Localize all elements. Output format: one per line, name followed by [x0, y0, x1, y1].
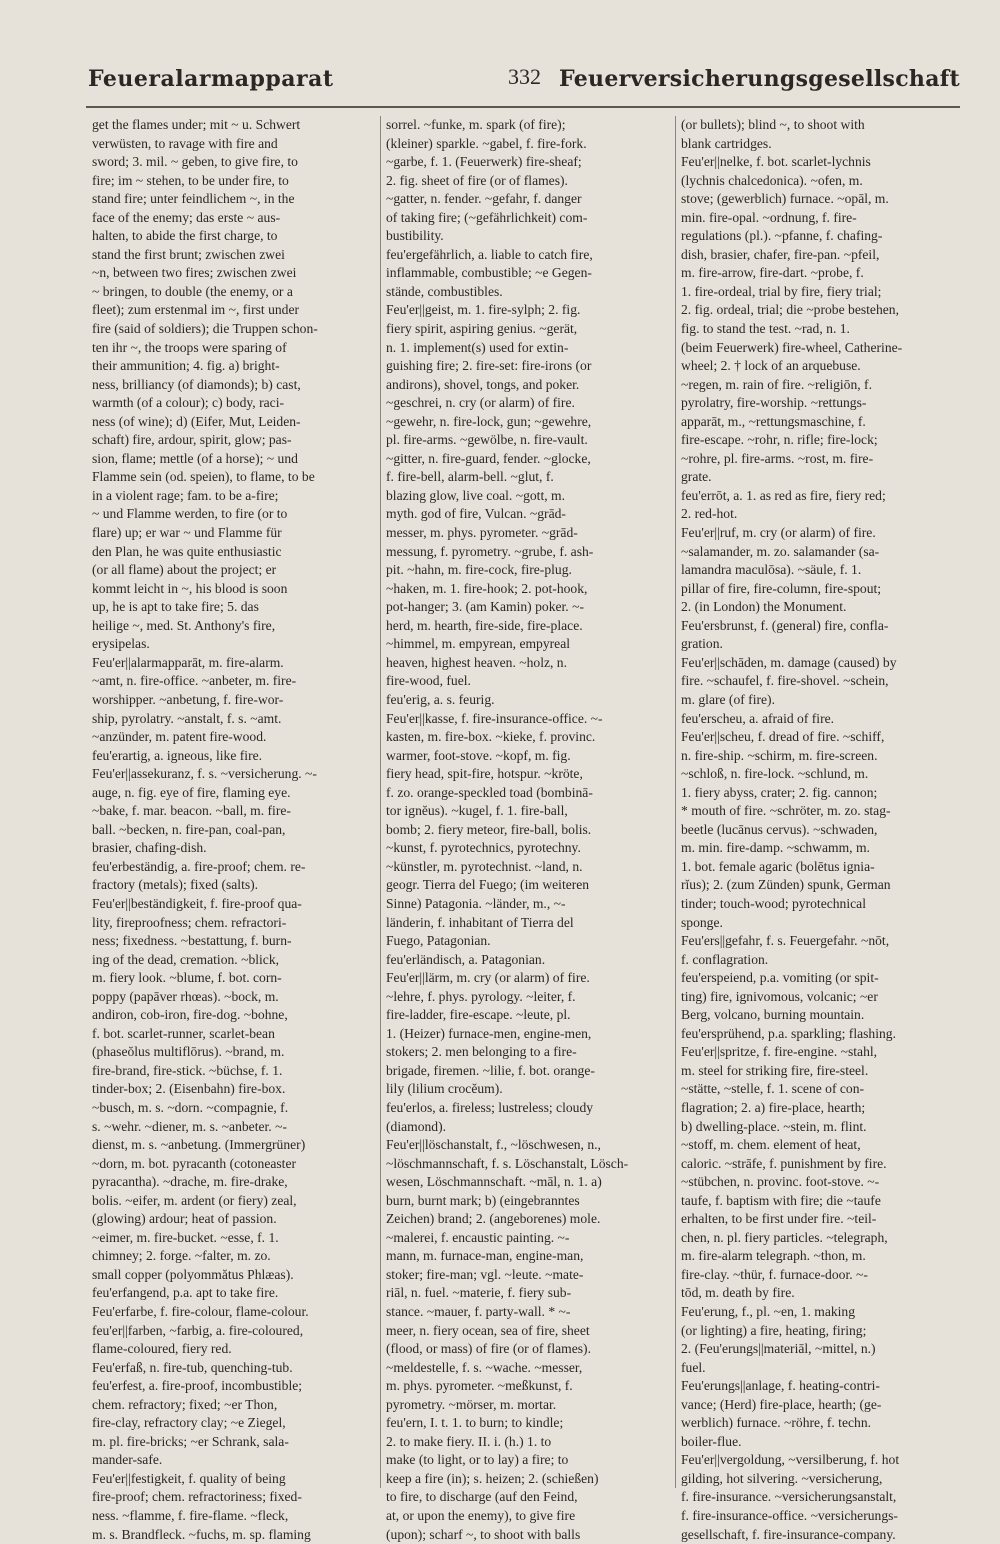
running-header	[88, 62, 960, 102]
entry-line: feu'erscheu, a. afraid of fire.	[681, 710, 835, 726]
entry-line: small copper (polyommătus Phlæas).	[92, 1266, 294, 1282]
entry-line: messer, m. phys. pyrometer. ~grād-	[386, 525, 578, 541]
entry-line: pl. fire-arms. ~gewölbe, n. fire-vault.	[386, 432, 588, 448]
entry-line: beetle (lucānus cervus). ~schwaden,	[681, 821, 878, 837]
entry-line: meer, n. fiery ocean, sea of fire, sheet	[386, 1322, 590, 1338]
entry-line: Berg, volcano, burning mountain.	[681, 1007, 865, 1023]
entry-line: Feu'er||alarmapparāt, m. fire-alarm.	[92, 654, 284, 670]
entry-line: Fuego, Patagonian.	[386, 933, 491, 949]
entry-line: b) dwelling-place. ~stein, m. flint.	[681, 1118, 867, 1134]
entry-line: m. s. Brandfleck. ~fuchs, m. sp. flaming	[92, 1526, 311, 1542]
entry-line: f. fire-bell, alarm-bell. ~glut, f.	[386, 469, 554, 485]
entry-line: f. fire-insurance-office. ~versicherungs-	[681, 1508, 898, 1524]
entry-line: Feu'erfaß, n. fire-tub, quenching-tub.	[92, 1359, 293, 1375]
entry-line: stände, combustibles.	[386, 283, 503, 299]
entry-line: mander-safe.	[92, 1452, 163, 1468]
entry-line: fuel.	[681, 1359, 706, 1375]
entry-line: flare) up; er war ~ und Flamme für	[92, 525, 282, 541]
header-left-catchword: Feueralarmapparat	[88, 66, 334, 92]
entry-line: messung, f. pyrometry. ~grube, f. ash-	[386, 543, 594, 559]
entry-line: ing of the dead, cremation. ~blick,	[92, 951, 280, 967]
entry-line: gilding, hot silvering. ~versicherung,	[681, 1470, 883, 1486]
column-divider-1	[380, 116, 381, 1488]
entry-line: tor ignĕus). ~kugel, f. 1. fire-ball,	[386, 803, 568, 819]
entry-line: ~löschmannschaft, f. s. Löschanstalt, Lösch-	[386, 1155, 629, 1171]
entry-line: verwüsten, to ravage with fire and	[92, 135, 278, 151]
entry-line: fire; im ~ stehen, to be under fire, to	[92, 172, 289, 188]
column-middle	[386, 116, 669, 1542]
header-rule	[86, 106, 960, 108]
entry-line: Feu'er||löschanstalt, f., ~löschwesen, n.,	[386, 1137, 601, 1153]
entry-line: heilige ~, med. St. Anthony's fire,	[92, 617, 276, 633]
entry-line: caloric. ~strāfe, f. punishment by fire.	[681, 1155, 887, 1171]
entry-line: ~stoff, m. chem. element of heat,	[681, 1137, 861, 1153]
entry-line: ~malerei, f. encaustic painting. ~-	[386, 1229, 570, 1245]
column-left	[92, 116, 374, 1542]
entry-line: (beim Feuerwerk) fire-wheel, Catherine-	[681, 339, 903, 355]
entry-line: Feu'ers||gefahr, f. s. Feuergefahr. ~nōt,	[681, 933, 890, 949]
entry-line: f. bot. scarlet-runner, scarlet-bean	[92, 1025, 275, 1041]
entry-line: kasten, m. fire-box. ~kieke, f. provinc.	[386, 729, 596, 745]
entry-line: sponge.	[681, 914, 723, 930]
entry-line: tinder-box; 2. (Eisenbahn) fire-box.	[92, 1081, 286, 1097]
entry-line: ~regen, m. rain of fire. ~religiōn, f.	[681, 376, 872, 392]
entry-line: Feu'er||ruf, m. cry (or alarm) of fire.	[681, 525, 876, 541]
entry-line: chem. refractory; fixed; ~er Thon,	[92, 1396, 278, 1412]
entry-line: ~stübchen, n. provinc. foot-stove. ~-	[681, 1174, 880, 1190]
entry-line: warmer, foot-stove. ~kopf, m. fig.	[386, 747, 571, 763]
entry-line: Feu'ersbrunst, f. (general) fire, confla-	[681, 617, 889, 633]
entry-line: flagration; 2. a) fire-place, hearth;	[681, 1099, 866, 1115]
entry-line: rĭus); 2. (zum Zünden) spunk, German	[681, 877, 891, 893]
entry-line: feu'errōt, a. 1. as red as fire, fiery red;	[681, 487, 886, 503]
entry-line: andirons), shovel, tongs, and poker.	[386, 376, 580, 392]
entry-line: Zeichen) brand; 2. (angeborenes) mole.	[386, 1211, 601, 1227]
entry-line: fire-brand, fire-stick. ~büchse, f. 1.	[92, 1062, 283, 1078]
entry-line: ~lehre, f. phys. pyrology. ~leiter, f.	[386, 988, 576, 1004]
entry-line: länderin, f. inhabitant of Tierra del	[386, 914, 574, 930]
entry-line: 1. fire-ordeal, trial by fire, fiery trial;	[681, 283, 882, 299]
entry-line: in a violent rage; fam. to be a-fire;	[92, 487, 279, 503]
entry-line: Feu'er||lärm, m. cry (or alarm) of fire.	[386, 970, 590, 986]
entry-line: halten, to abide the first charge, to	[92, 228, 278, 244]
entry-line: min. fire-opal. ~ordnung, f. fire-	[681, 209, 857, 225]
entry-line: den Plan, he was quite enthusiastic	[92, 543, 282, 559]
entry-line: 1. (Heizer) furnace-men, engine-men,	[386, 1025, 592, 1041]
entry-line: m. fire-alarm telegraph. ~thon, m.	[681, 1248, 866, 1264]
entry-line: 2. (Feu'erungs||materiāl, ~mittel, n.)	[681, 1341, 876, 1357]
entry-line: wheel; 2. † lock of an arquebuse.	[681, 358, 861, 374]
entry-line: n. fire-ship. ~schirm, m. fire-screen.	[681, 747, 878, 763]
entry-line: sword; 3. mil. ~ geben, to give fire, to	[92, 154, 298, 170]
entry-line: feu'erig, a. s. feurig.	[386, 691, 495, 707]
entry-line: ness (of wine); d) (Eifer, Mut, Leiden-	[92, 413, 301, 429]
entry-line: fire-escape. ~rohr, n. rifle; fire-lock;	[681, 432, 878, 448]
entry-line: tōd, m. death by fire.	[681, 1285, 795, 1301]
entry-line: fire-clay, refractory clay; ~e Ziegel,	[92, 1415, 286, 1431]
entry-line: ness. ~flamme, f. fire-flame. ~fleck,	[92, 1508, 289, 1524]
entry-line: kommt leicht in ~, his blood is soon	[92, 580, 288, 596]
entry-line: ~garbe, f. 1. (Feuerwerk) fire-sheaf;	[386, 154, 582, 170]
entry-line: stove; (gewerblich) furnace. ~opāl, m.	[681, 191, 889, 207]
entry-line: ~gatter, n. fender. ~gefahr, f. danger	[386, 191, 582, 207]
entry-line: gesellschaft, f. fire-insurance-company.	[681, 1526, 896, 1542]
entry-line: myth. god of fire, Vulcan. ~grād-	[386, 506, 566, 522]
entry-line: m. pl. fire-bricks; ~er Schrank, sala-	[92, 1433, 289, 1449]
entry-line: ~himmel, m. empyrean, empyreal	[386, 636, 571, 652]
entry-line: boiler-flue.	[681, 1433, 742, 1449]
entry-line: ~eimer, m. fire-bucket. ~esse, f. 1.	[92, 1229, 279, 1245]
entry-line: (lychnis chalcedonica). ~ofen, m.	[681, 172, 863, 188]
entry-line: f. fire-insurance. ~versicherungsanstalt,	[681, 1489, 897, 1505]
column-right	[681, 116, 963, 1542]
entry-line: pillar of fire, fire-column, fire-spout;	[681, 580, 882, 596]
entry-line: feu'erspeiend, p.a. vomiting (or spit-	[681, 970, 879, 986]
entry-line: at, or upon the enemy), to give fire	[386, 1508, 576, 1524]
entry-line: ~geschrei, n. cry (or alarm) of fire.	[386, 395, 575, 411]
entry-line: feu'er||farben, ~farbig, a. fire-coloured,	[92, 1322, 304, 1338]
entry-line: m. fiery look. ~blume, f. bot. corn-	[92, 970, 282, 986]
entry-line: fire-proof; chem. refractoriness; fixed-	[92, 1489, 302, 1505]
entry-line: f. conflagration.	[681, 951, 769, 967]
entry-line: blazing glow, live coal. ~gott, m.	[386, 487, 566, 503]
entry-line: bustibility.	[386, 228, 444, 244]
entry-line: Sinne) Patagonia. ~länder, m., ~-	[386, 895, 566, 911]
entry-line: erhalten, to be first under fire. ~teil-	[681, 1211, 877, 1227]
entry-line: tinder; touch-wood; pyrotechnical	[681, 895, 866, 911]
column-divider-2	[675, 116, 676, 1488]
entry-line: flame-coloured, fiery red.	[92, 1341, 232, 1357]
entry-line: inflammable, combustible; ~e Gegen-	[386, 265, 592, 281]
entry-line: feu'ern, I. t. 1. to burn; to kindle;	[386, 1415, 564, 1431]
header-right-catchword: Feuerversicherungsgesellschaft	[559, 66, 960, 92]
entry-line: ten ihr ~, the troops were sparing of	[92, 339, 287, 355]
entry-line: feu'ersprühend, p.a. sparkling; flashing.	[681, 1025, 896, 1041]
entry-line: s. ~wehr. ~diener, m. s. ~anbeter. ~-	[92, 1118, 287, 1134]
entry-line: make (to light, or to lay) a fire; to	[386, 1452, 569, 1468]
entry-line: lity, fireproofness; chem. refractori-	[92, 914, 287, 930]
entry-line: f. zo. orange-speckled toad (bombinā-	[386, 784, 593, 800]
entry-line: mann, m. furnace-man, engine-man,	[386, 1248, 584, 1264]
entry-line: warmth (of a colour); c) body, raci-	[92, 395, 284, 411]
entry-line: worshipper. ~anbetung, f. fire-wor-	[92, 691, 284, 707]
entry-line: ~kunst, f. pyrotechnics, pyrotechny.	[386, 840, 581, 856]
entry-line: feu'erländisch, a. Patagonian.	[386, 951, 546, 967]
entry-line: stokers; 2. men belonging to a fire-	[386, 1044, 577, 1060]
entry-line: burn, burnt mark; b) (eingebranntes	[386, 1192, 580, 1208]
entry-line: (kleiner) sparkle. ~gabel, f. fire-fork.	[386, 135, 587, 151]
entry-line: sorrel. ~funke, m. spark (of fire);	[386, 117, 566, 132]
entry-line: Feu'er||assekuranz, f. s. ~versicherung. ~-	[92, 766, 317, 782]
entry-line: (glowing) ardour; heat of passion.	[92, 1211, 277, 1227]
entry-line: pit. ~hahn, m. fire-cock, fire-plug.	[386, 562, 572, 578]
entry-line: ~meldestelle, f. s. ~wache. ~messer,	[386, 1359, 583, 1375]
entry-line: dienst, m. s. ~anbetung. (Immergrüner)	[92, 1137, 306, 1153]
entry-line: ball. ~becken, n. fire-pan, coal-pan,	[92, 821, 286, 837]
entry-line: 2. red-hot.	[681, 506, 738, 522]
entry-line: fiery spirit, aspiring genius. ~gerät,	[386, 321, 578, 337]
entry-line: ~gitter, n. fire-guard, fender. ~glocke,	[386, 450, 591, 466]
entry-line: lily (lilium crocĕum).	[386, 1081, 503, 1097]
entry-line: * mouth of fire. ~schröter, m. zo. stag-	[681, 803, 891, 819]
entry-line: feu'erfangend, p.a. apt to take fire.	[92, 1285, 279, 1301]
entry-line: poppy (papāver rhœas). ~bock, m.	[92, 988, 279, 1004]
entry-line: fractory (metals); fixed (salts).	[92, 877, 259, 893]
entry-line: gration.	[681, 636, 723, 652]
entry-line: ~stätte, ~stelle, f. 1. scene of con-	[681, 1081, 865, 1097]
entry-line: werblich) furnace. ~röhre, f. techn.	[681, 1415, 872, 1431]
entry-line: pyrolatry, fire-worship. ~rettungs-	[681, 395, 867, 411]
entry-line: (diamond).	[386, 1118, 447, 1134]
entry-line: feu'erartig, a. igneous, like fire.	[92, 747, 263, 763]
entry-line: of taking fire; (~gefährlichkeit) com-	[386, 209, 588, 225]
entry-line: get the flames under; mit ~ u. Schwert	[92, 117, 301, 132]
entry-line: bolis. ~eifer, m. ardent (or fiery) zeal,	[92, 1192, 297, 1208]
entry-line: face of the enemy; das erste ~ aus-	[92, 209, 281, 225]
entry-line: up, he is apt to take fire; 5. das	[92, 599, 259, 615]
entry-line: m. glare (of fire).	[681, 691, 775, 707]
entry-line: sion, flame; mettle (of a horse); ~ und	[92, 450, 298, 466]
entry-line: 2. to make fiery. II. i. (h.) 1. to	[386, 1433, 552, 1449]
entry-line: taufe, f. baptism with fire; die ~taufe	[681, 1192, 881, 1208]
entry-line: ~ bringen, to double (the enemy, or a	[92, 283, 293, 299]
entry-line: ~haken, m. 1. fire-hook; 2. pot-hook,	[386, 580, 588, 596]
entry-line: ~ und Flamme werden, to fire (or to	[92, 506, 288, 522]
entry-line: ~künstler, m. pyrotechnist. ~land, n.	[386, 858, 583, 874]
entry-line: stand fire; unter feindlichem ~, in the	[92, 191, 295, 207]
entry-line: brigade, firemen. ~lilie, f. bot. orange-	[386, 1062, 595, 1078]
entry-line: m. phys. pyrometer. ~meßkunst, f.	[386, 1378, 573, 1394]
entry-line: 2. fig. sheet of fire (or of flames).	[386, 172, 568, 188]
entry-line: Feu'er||scheu, f. dread of fire. ~schiff,	[681, 729, 885, 745]
entry-line: 2. fig. ordeal, trial; die ~probe bestehen,	[681, 302, 899, 318]
entry-line: feu'erbeständig, a. fire-proof; chem. re-	[92, 858, 306, 874]
entry-line: Feu'er||beständigkeit, f. fire-proof qua-	[92, 895, 302, 911]
entry-line: lamandra maculōsa). ~säule, f. 1.	[681, 562, 862, 578]
entry-line: feu'erfest, a. fire-proof, incombustible;	[92, 1378, 303, 1394]
entry-line: wesen, Löschmannschaft. ~māl, n. 1. a)	[386, 1174, 602, 1190]
entry-line: schaft) fire, ardour, spirit, glow; pas-	[92, 432, 292, 448]
entry-line: Feu'er||geist, m. 1. fire-sylph; 2. fig.	[386, 302, 581, 318]
entry-line: apparāt, m., ~rettungsmaschine, f.	[681, 413, 866, 429]
entry-line: feu'ergefährlich, a. liable to catch fire,	[386, 246, 593, 262]
entry-line: bomb; 2. fiery meteor, fire-ball, bolis.	[386, 821, 592, 837]
entry-line: Flamme sein (od. speien), to flame, to be	[92, 469, 315, 485]
entry-line: chen, n. pl. fiery particles. ~telegraph,	[681, 1229, 888, 1245]
entry-line: brasier, chafing-dish.	[92, 840, 207, 856]
entry-line: m. steel for striking fire, fire-steel.	[681, 1062, 869, 1078]
entry-line: erysipelas.	[92, 636, 150, 652]
page-number: 332	[508, 64, 541, 89]
entry-line: stand the first brunt; zwischen zwei	[92, 246, 285, 262]
entry-line: fire-ladder, fire-escape. ~leute, pl.	[386, 1007, 571, 1023]
entry-line: feu'erlos, a. fireless; lustreless; cloudy	[386, 1099, 594, 1115]
entry-line: auge, n. fig. eye of fire, flaming eye.	[92, 784, 291, 800]
entry-line: Feu'erungs||anlage, f. heating-contri-	[681, 1378, 880, 1394]
entry-line: fire-wood, fuel.	[386, 673, 471, 689]
entry-line: m. fire-arrow, fire-dart. ~probe, f.	[681, 265, 864, 281]
entry-line: ting) fire, ignivomous, volcanic; ~er	[681, 988, 878, 1004]
entry-line: Feu'er||vergoldung, ~versilberung, f. hot	[681, 1452, 900, 1468]
entry-line: regulations (pl.). ~pfanne, f. chafing-	[681, 228, 883, 244]
entry-line: ~schloß, n. fire-lock. ~schlund, m.	[681, 766, 869, 782]
entry-line: riāl, n. fuel. ~materie, f. fiery sub-	[386, 1285, 572, 1301]
entry-line: ~anzünder, m. patent fire-wood.	[92, 729, 267, 745]
entry-line: guishing fire; 2. fire-set: fire-irons (or	[386, 358, 592, 374]
entry-line: fire-clay. ~thür, f. furnace-door. ~-	[681, 1266, 868, 1282]
entry-line: Feu'erfarbe, f. fire-colour, flame-colour.	[92, 1304, 309, 1319]
entry-line: andiron, cob-iron, fire-dog. ~bohne,	[92, 1007, 288, 1023]
entry-line: ~rohre, pl. fire-arms. ~rost, m. fire-	[681, 450, 874, 466]
entry-line: pyrometry. ~mörser, m. mortar.	[386, 1396, 557, 1412]
entry-line: to fire, to discharge (auf den Feind,	[386, 1489, 578, 1505]
entry-line: (flood, or mass) of fire (or of flames).	[386, 1341, 591, 1357]
entry-line: stance. ~mauer, f. party-wall. * ~-	[386, 1304, 571, 1319]
entry-line: ~gewehr, n. fire-lock, gun; ~gewehre,	[386, 413, 592, 429]
entry-line: (phaseŏlus multiflōrus). ~brand, m.	[92, 1044, 285, 1060]
entry-line: ness; fixedness. ~bestattung, f. burn-	[92, 933, 292, 949]
entry-line: (or bullets); blind ~, to shoot with	[681, 117, 865, 132]
entry-line: keep a fire (in); s. heizen; 2. (schießen)	[386, 1470, 599, 1486]
entry-line: ~busch, m. s. ~dorn. ~compagnie, f.	[92, 1099, 289, 1115]
entry-line: pot-hanger; 3. (am Kamin) poker. ~-	[386, 599, 584, 615]
entry-line: blank cartridges.	[681, 135, 772, 151]
entry-line: fire. ~schaufel, f. fire-shovel. ~schein,	[681, 673, 889, 689]
entry-line: ~n, between two fires; zwischen zwei	[92, 265, 297, 281]
entry-line: (or lighting) a fire, heating, firing;	[681, 1322, 867, 1338]
entry-line: grate.	[681, 469, 712, 485]
entry-line: fig. to stand the test. ~rad, n. 1.	[681, 321, 850, 337]
entry-line: ~salamander, m. zo. salamander (sa-	[681, 543, 880, 559]
entry-line: dish, brasier, chafer, fire-pan. ~pfeil,	[681, 246, 880, 262]
entry-line: vance; (Herd) fire-place, hearth; (ge-	[681, 1396, 882, 1412]
entry-line: geogr. Tierra del Fuego; (im weiteren	[386, 877, 590, 893]
entry-line: Feu'er||nelke, f. bot. scarlet-lychnis	[681, 154, 871, 170]
entry-line: (upon); scharf ~, to shoot with balls	[386, 1526, 581, 1542]
entry-line: Feu'er||kasse, f. fire-insurance-office. ~-	[386, 710, 603, 726]
entry-line: their ammunition; 4. fig. a) bright-	[92, 358, 280, 374]
entry-line: ~bake, f. mar. beacon. ~ball, m. fire-	[92, 803, 291, 819]
entry-line: herd, m. hearth, fire-side, fire-place.	[386, 617, 583, 633]
entry-line: 1. fiery abyss, crater; 2. fig. cannon;	[681, 784, 878, 800]
entry-line: (or all flame) about the project; er	[92, 562, 277, 578]
entry-line: fiery head, spit-fire, hotspur. ~kröte,	[386, 766, 583, 782]
entry-line: stoker; fire-man; vgl. ~leute. ~mate-	[386, 1266, 584, 1282]
entry-line: heaven, highest heaven. ~holz, n.	[386, 654, 567, 670]
entry-line: m. min. fire-damp. ~schwamm, m.	[681, 840, 870, 856]
entry-line: fleet); zum erstenmal im ~, first under	[92, 302, 300, 318]
entry-line: Feu'er||festigkeit, f. quality of being	[92, 1470, 286, 1486]
entry-line: Feu'er||schāden, m. damage (caused) by	[681, 654, 897, 670]
entry-line: Feu'er||spritze, f. fire-engine. ~stahl,	[681, 1044, 878, 1060]
entry-line: ~amt, n. fire-office. ~anbeter, m. fire-	[92, 673, 297, 689]
entry-line: chimney; 2. forge. ~falter, m. zo.	[92, 1248, 271, 1264]
entry-line: pyracantha). ~drache, m. fire-drake,	[92, 1174, 288, 1190]
entry-line: ship, pyrolatry. ~anstalt, f. s. ~amt.	[92, 710, 282, 726]
entry-line: 1. bot. female agaric (bolētus ignia-	[681, 858, 875, 874]
entry-line: Feu'erung, f., pl. ~en, 1. making	[681, 1304, 856, 1319]
entry-line: ness, brilliancy (of diamonds); b) cast,	[92, 376, 301, 392]
entry-line: fire (said of soldiers); die Truppen schon-	[92, 321, 318, 337]
entry-line: 2. (in London) the Monument.	[681, 599, 847, 615]
entry-line: n. 1. implement(s) used for extin-	[386, 339, 569, 355]
entry-line: ~dorn, m. bot. pyracanth (cotoneaster	[92, 1155, 297, 1171]
